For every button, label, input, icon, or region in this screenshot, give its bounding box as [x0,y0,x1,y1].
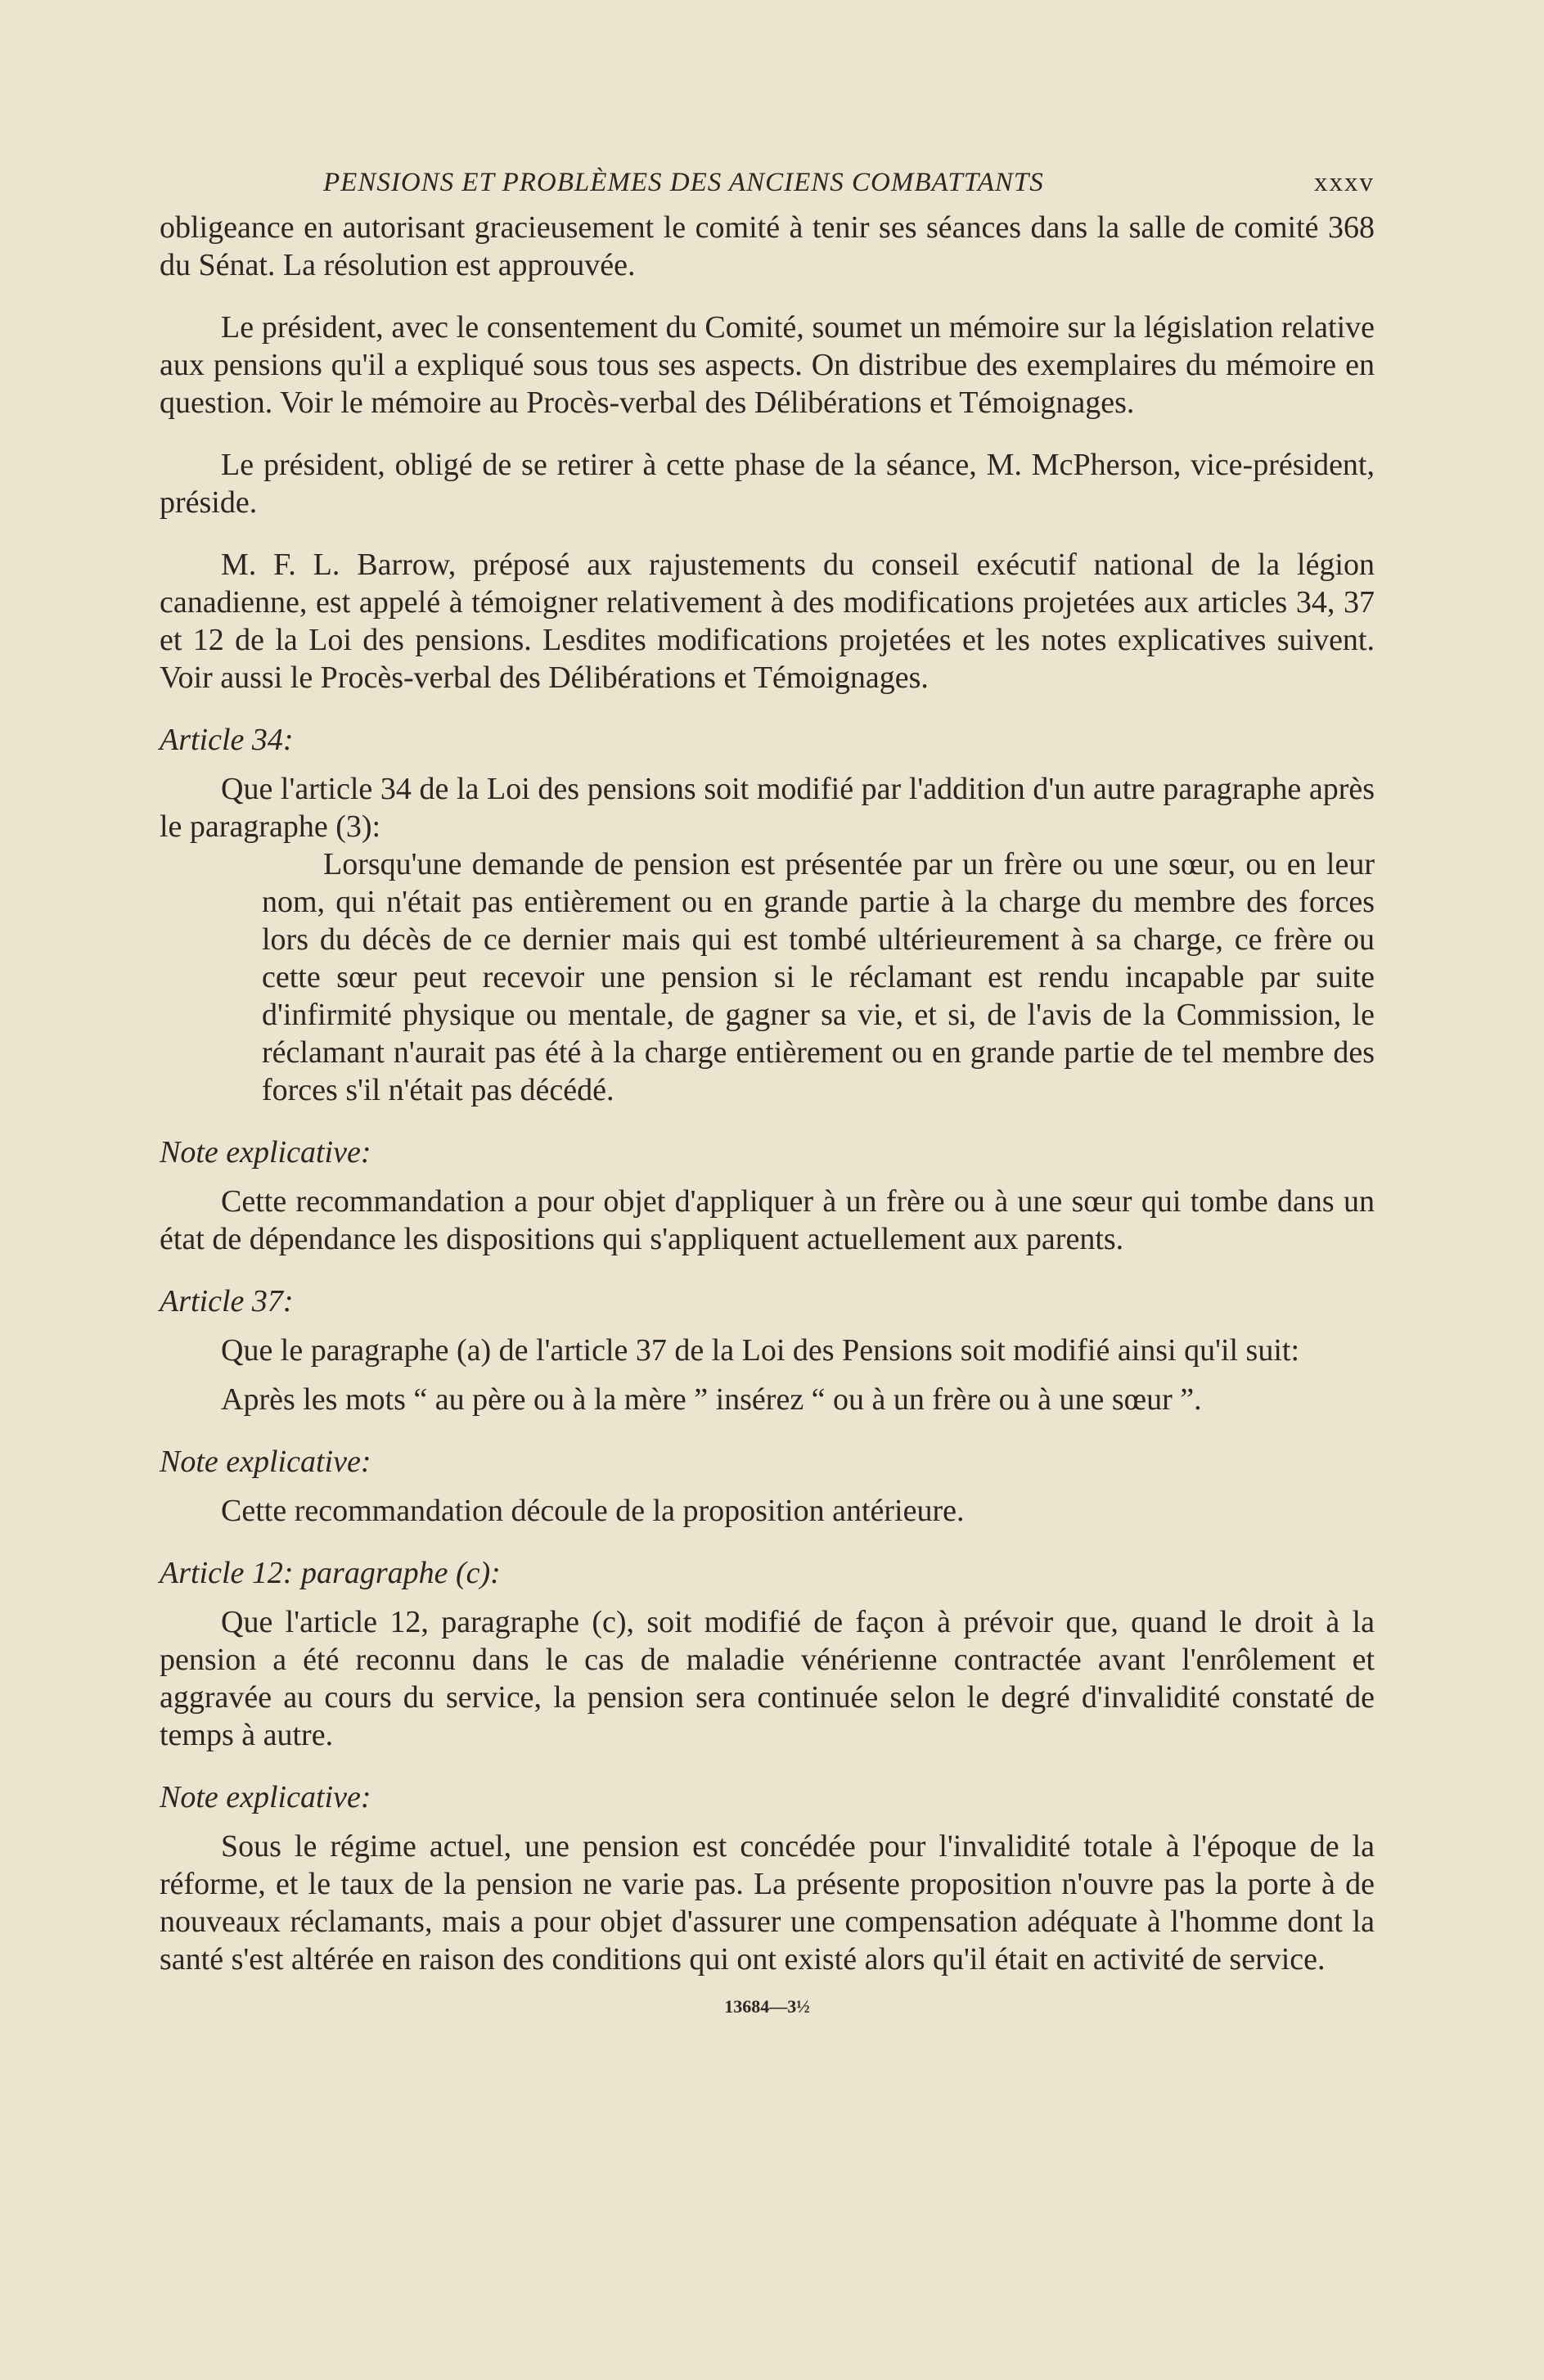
paragraph-10: Que l'article 12, paragraphe (c), soit modifié de façon à prévoir que, quand le droit à la pension a été reconnu dans le cas de maladie vénérienne contractée avant l'enrôlement et aggravée au cours du service, la pension sera continuée selon le degré d'invalidité constaté de temps à autre. [160,1605,1375,1752]
paragraph-11: Sous le régime actuel, une pension est concédée pour l'invalidité totale à l'époque de la réforme, et le taux de la pension ne varie pas. La présente proposition n'ouvre pas la porte à de nouveaux réclamants, mais a pour objet d'assurer une compensation adéquate à l'homme dont la santé s'est altérée en raison des conditions qui ont existé alors qu'il était en activité de service. [160,1829,1375,1977]
paragraph-5: Que l'article 34 de la Loi des pensions soit modifié par l'addition d'un autre paragraphe après le paragraphe (3): [160,772,1375,844]
paragraph-1: obligeance en autorisant gracieusement le comité à tenir ses séances dans la salle de comité 368 du Sénat. La résolution est approuvée. [160,210,1375,282]
heading-note-explicative-2: Note explicative: [160,1445,371,1479]
paragraph-7: Que le paragraphe (a) de l'article 37 de la Loi des Pensions soit modifié ainsi qu'il suit: [221,1333,1300,1368]
heading-article-12: Article 12: paragraphe (c): [160,1556,501,1590]
paragraph-8: Après les mots “ au père ou à la mère ” insérez “ ou à un frère ou à une sœur ”. [221,1382,1202,1417]
heading-article-34: Article 34: [160,723,294,757]
running-header [160,168,1375,209]
paragraph-3: Le président, obligé de se retirer à cette phase de la séance, M. McPherson, vice-président, préside. [160,448,1375,520]
running-title: PENSIONS ET PROBLÈMES DES ANCIENS COMBATTANTS [323,168,1044,197]
document-page [160,168,1375,2017]
paragraph-9: Cette recommandation découle de la proposition antérieure. [221,1494,965,1528]
page-number: xxxv [1314,168,1375,197]
heading-article-37: Article 37: [160,1284,294,1318]
heading-note-explicative-1: Note explicative: [160,1135,371,1170]
heading-note-explicative-3: Note explicative: [160,1780,371,1814]
quote-article-34: Lorsqu'une demande de pension est présentée par un frère ou une sœur, ou en leur nom, qui n'était pas entièrement ou en grande partie à la charge du membre des forces lors du décès de ce dernier mais qui est tombé ultérieurement à sa charge, ce frère ou cette sœur peut recevoir une pension si le réclamant est rendu incapable par suite d'infirmité physique ou mentale, de gagner sa vie, et si, de l'avis de la Commission, le réclamant n'aurait pas été à la charge entièrement ou en grande partie de tel membre des forces s'il n'était pas décédé. [262,847,1375,1107]
paragraph-2: Le président, avec le consentement du Comité, soumet un mémoire sur la législation relative aux pensions qu'il a expliqué sous tous ses aspects. On distribue des exemplaires du mémoire en question. Voir le mémoire au Procès-verbal des Délibérations et Témoignages. [160,310,1375,420]
printer-signature: 13684—3½ [724,1996,810,2017]
paragraph-6: Cette recommandation a pour objet d'appliquer à un frère ou à une sœur qui tombe dans un état de dépendance les dispositions qui s'appliquent actuellement aux parents. [160,1184,1375,1256]
paragraph-4: M. F. L. Barrow, préposé aux rajustements du conseil exécutif national de la légion canadienne, est appelé à témoigner relativement à des modifications projetées aux articles 34, 37 et 12 de la Loi des pensions. Lesdites modifications projetées et les notes explicatives suivent. Voir aussi le Procès-verbal des Délibérations et Témoignages. [160,548,1375,695]
